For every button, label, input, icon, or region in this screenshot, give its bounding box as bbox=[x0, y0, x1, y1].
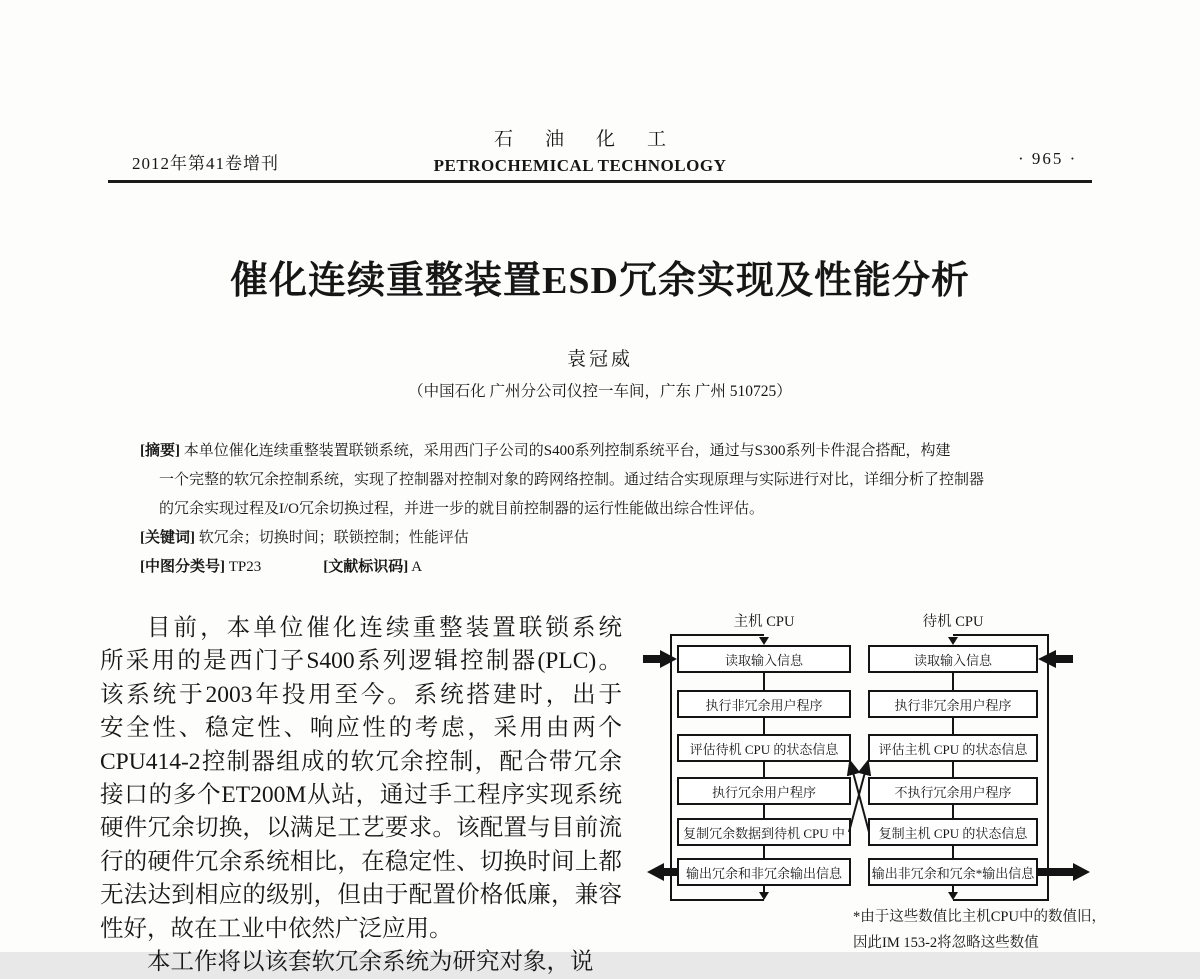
diagram-footnote bbox=[853, 904, 1106, 956]
header-rule bbox=[108, 180, 1092, 183]
flow-step-standby: 不执行冗余用户程序 bbox=[868, 777, 1038, 805]
body-line: 性好，故在工业中依然广泛应用。 bbox=[100, 915, 453, 942]
body-line: 硬件冗余切换，以满足工艺要求。该配置与目前流 bbox=[100, 815, 622, 842]
body-line: CPU414-2控制器组成的软冗余控制，配合带冗余 bbox=[100, 748, 622, 775]
flow-step-master: 读取输入信息 bbox=[677, 645, 851, 673]
abstract-line-1 bbox=[140, 437, 1092, 466]
clc-value: TP23 bbox=[228, 559, 262, 575]
body-line-cutoff: 本工作将以该套软冗余系统为研究对象，说 bbox=[147, 948, 594, 975]
flow-step-standby: 读取输入信息 bbox=[868, 645, 1038, 673]
output-arrow-right bbox=[1038, 863, 1090, 881]
body-line: 所采用的是西门子S400系列逻辑控制器(PLC)。 bbox=[100, 648, 622, 675]
flow-step-standby: 执行非冗余用户程序 bbox=[868, 690, 1038, 718]
flow-step-standby: 评估主机 CPU 的状态信息 bbox=[868, 734, 1038, 762]
flow-step-master: 复制冗余数据到待机 CPU 中 bbox=[677, 818, 851, 846]
classification-line bbox=[140, 553, 1092, 582]
article-title: 催化连续重整装置ESD冗余实现及性能分析 bbox=[230, 260, 970, 302]
page-number: · 965 · bbox=[1018, 149, 1078, 168]
diagram-left-column-title: 主机 CPU bbox=[733, 614, 795, 630]
output-arrow-left bbox=[647, 863, 677, 881]
clc-label: [中图分类号] bbox=[140, 559, 225, 575]
flow-step-master: 评估待机 CPU 的状态信息 bbox=[677, 734, 851, 762]
keywords-text: 软冗余；切换时间；联锁控制；性能评估 bbox=[198, 530, 469, 546]
diagram-right-column-title: 待机 CPU bbox=[922, 614, 984, 630]
input-arrow-left bbox=[643, 650, 677, 668]
article-author: 袁冠威 bbox=[566, 349, 633, 370]
keywords-line bbox=[140, 524, 1092, 553]
flow-step-standby: 复制主机 CPU 的状态信息 bbox=[868, 818, 1038, 846]
flow-step-master: 执行冗余用户程序 bbox=[677, 777, 851, 805]
abstract-line-3: 的冗余实现过程及I/O冗余切换过程，并进一步的就目前控制器的运行性能做出综合性评估。 bbox=[159, 501, 764, 517]
footnote-line-1: *由于这些数值比主机CPU中的数值旧， bbox=[853, 909, 1106, 925]
abstract-line-2: 一个完整的软冗余控制系统，实现了控制器对控制对象的跨网络控制。通过结合实现原理与实际进行对比，详细分析了控制器 bbox=[159, 472, 985, 488]
abstract-block bbox=[140, 437, 1092, 582]
journal-name-en: PETROCHEMICAL TECHNOLOGY bbox=[433, 156, 727, 175]
doc-code-value: A bbox=[411, 559, 423, 575]
body-line: 行的硬件冗余系统相比，在稳定性、切换时间上都 bbox=[100, 848, 622, 875]
abstract-text: 本单位催化连续重整装置联锁系统，采用西门子公司的S400系列控制系统平台，通过与S300系列卡件混合搭配，构建 bbox=[183, 443, 951, 459]
footnote-line-2: 因此IM 153-2将忽略这些数值 bbox=[853, 935, 1039, 951]
input-arrow-right bbox=[1038, 650, 1073, 668]
body-line: 目前，本单位催化连续重整装置联锁系统 bbox=[147, 615, 622, 641]
body-line: 安全性、稳定性、响应性的考虑，采用由两个 bbox=[100, 715, 622, 742]
body-line: 无法达到相应的级别，但由于配置价格低廉，兼容 bbox=[100, 882, 622, 909]
cpu-redundancy-flow-diagram bbox=[640, 610, 1106, 952]
flow-step-standby: 输出非冗余和冗余*输出信息 bbox=[868, 858, 1038, 886]
body-line: 接口的多个ET200M从站，通过手工程序实现系统 bbox=[100, 781, 622, 808]
doc-code-label: [文献标识码] bbox=[323, 559, 409, 575]
body-line: 该系统于2003年投用至今。系统搭建时，出于 bbox=[100, 681, 622, 708]
body-text-column bbox=[100, 612, 622, 979]
keywords-label: [关键词] bbox=[140, 530, 195, 546]
journal-name-cn: 石油化工 bbox=[493, 129, 698, 150]
flow-step-master: 执行非冗余用户程序 bbox=[677, 690, 851, 718]
journal-masthead bbox=[400, 124, 760, 176]
article-affiliation: （中国石化 广州分公司仪控一车间，广东 广州 510725） bbox=[408, 383, 792, 400]
journal-issue: 2012年第41卷增刊 bbox=[132, 154, 279, 173]
flow-step-master: 输出冗余和非冗余输出信息 bbox=[677, 858, 851, 886]
abstract-label: [摘要] bbox=[140, 443, 180, 459]
